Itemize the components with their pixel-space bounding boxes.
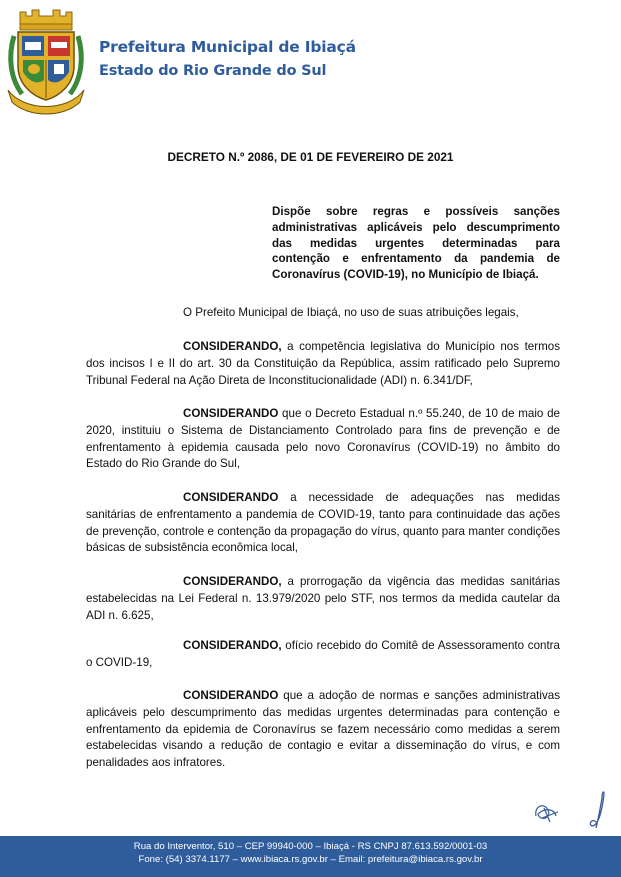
considerando-text: a necessidade de adequações nas medidas sanitárias de enfrentamento a pandemia de COVID-19, tanto para continuidade das ações de prevenção, controle e contenção da propagação do vírus, quanto para manter condições básicas de subsistência econômica local,: [86, 491, 560, 555]
considerando-label: CONSIDERANDO: [183, 491, 279, 504]
considerando-label: CONSIDERANDO: [183, 689, 279, 702]
considerando-label: CONSIDERANDO,: [183, 639, 282, 652]
coat-of-arms-icon: [6, 6, 86, 118]
state-name: Estado do Rio Grande do Sul: [99, 63, 327, 79]
considerando-text: que o Decreto Estadual n.º 55.240, de 10 de maio de 2020, instituiu o Sistema de Distanciamento Controlado para fins de prevenção e de enfrentamento à epidemia causada pelo novo Coronavírus (COVID-19) no âmbito do Estado do Rio Grande do Sul,: [86, 407, 560, 471]
considerando-paragraph: [86, 688, 560, 772]
considerando-text: a competência legislativa do Município nos termos dos incisos I e II do art. 30 da Constituição da República, assim ratificado pelo Supremo Tribunal Federal na Ação Direta de Inconstitucionalidade (ADI) n. 6.341/DF,: [86, 340, 560, 387]
considerando-paragraph: [86, 574, 560, 624]
considerando-label: CONSIDERANDO: [183, 407, 279, 420]
footer-address: Rua do Interventor, 510 – CEP 99940-000 – Ibiaçá - RS CNPJ 87.613.592/0001-03: [133, 841, 488, 852]
intro-paragraph: O Prefeito Municipal de Ibiaçá, no uso de suas atribuições legais,: [183, 306, 519, 319]
municipality-name: Prefeitura Municipal de Ibiaçá: [99, 38, 356, 56]
address-footer: [0, 836, 621, 877]
considerando-text: ofício recebido do Comitê de Assessoramento contra o COVID-19,: [86, 639, 560, 669]
considerando-paragraph: [86, 339, 560, 389]
handwritten-initials-icon: [530, 786, 616, 832]
footer-contact: Fone: (54) 3374.1177 – www.ibiaca.rs.gov.br – Email: prefeitura@ibiaca.rs.gov.br: [138, 854, 483, 865]
considerando-text: que a adoção de normas e sanções administrativas aplicáveis pelo descumprimento das medidas urgentes determinadas para contenção e enfrentamento da epidemia de Coronavírus se fazem necessário como medidas a serem estabelecidas visando a redução de contagio e evitar a disseminação do vírus, e com penalidades aos infratores.: [86, 689, 560, 770]
considerando-paragraph: [86, 638, 560, 672]
considerando-paragraph: [86, 490, 560, 557]
decree-summary: Dispõe sobre regras e possíveis sanções administrativas aplicáveis pelo descumprimento das medidas urgentes determinadas para contenção e enfrentamento da pandemia de Coronavírus (COVID-19), no Município de Ibiaçá.: [272, 205, 560, 282]
considerando-paragraph: [86, 406, 560, 473]
decree-title: DECRETO N.º 2086, DE 01 DE FEVEREIRO DE 2021: [167, 150, 454, 164]
considerando-label: CONSIDERANDO,: [183, 340, 282, 353]
considerando-text: a prorrogação da vigência das medidas sanitárias estabelecidas na Lei Federal n. 13.979/2020 pelo STF, nos termos da medida cautelar da ADI n. 6.625,: [86, 575, 560, 622]
considerando-label: CONSIDERANDO,: [183, 575, 282, 588]
